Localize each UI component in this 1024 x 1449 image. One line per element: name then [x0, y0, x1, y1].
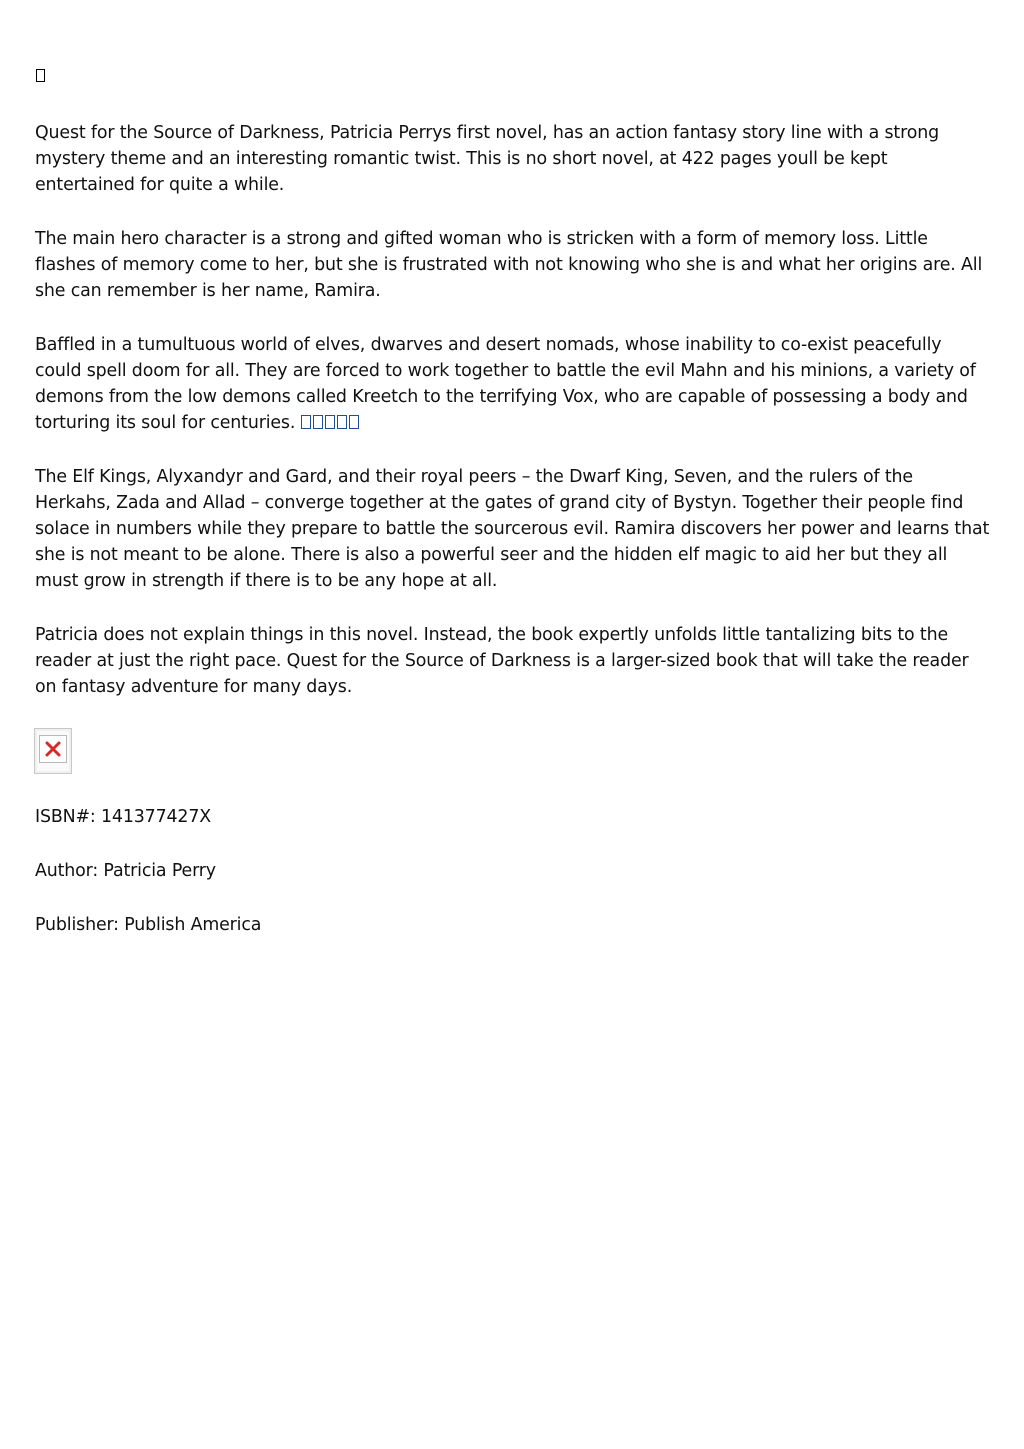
broken-image-icon: [34, 728, 72, 774]
paragraph-hero: The main hero character is a strong and gifted woman who is stricken with a form of memory loss. Little flashes of memory come to her, but she is frustrated with not knowing who she is and what her origins are. All she can remember is her name, Ramira.: [35, 229, 983, 301]
author-line: Author: Patricia Perry: [35, 861, 216, 881]
isbn-line: ISBN#: 141377427X: [35, 807, 212, 827]
paragraph-intro: Quest for the Source of Darkness, Patricia Perrys first novel, has an action fantasy story line with a strong mystery theme and an interesting romantic twist. This is no short novel, at 422 pages youll be kept entertained for quite a while.: [35, 123, 939, 195]
paragraph-kings: The Elf Kings, Alyxandyr and Gard, and their royal peers – the Dwarf King, Seven, and the rulers of the Herkahs, Zada and Allad – converge together at the gates of grand city of Bystyn. Together their people find solace in numbers while they prepare to battle the sourcerous evil. Ramira discovers her power and learns that she is not meant to be alone. There is also a powerful seer and the hidden elf magic to aid her but they all must grow in strength if there is to be any hope at all.: [35, 467, 990, 591]
missing-glyph-icon: [35, 64, 990, 90]
paragraph-conclusion: Patricia does not explain things in this novel. Instead, the book expertly unfolds little tantalizing bits to the reader at just the right pace. Quest for the Source of Darkness is a larger-sized book that will take the reader on fantasy adventure for many days.: [35, 625, 969, 697]
paragraph-world-text: Baffled in a tumultuous world of elves, dwarves and desert nomads, whose inability to co-exist peacefully could spell doom for all. They are forced to work together to battle the evil Mahn and his minions, a variety of demons from the low demons called Kreetch to the terrifying Vox, who are capable of possessing a body and torturing its soul for centuries.: [35, 335, 976, 433]
document-page: [35, 64, 990, 966]
paragraph-world: [35, 332, 990, 436]
publisher-line: Publisher: Publish America: [35, 915, 262, 935]
missing-glyph-link[interactable]: [301, 413, 361, 433]
